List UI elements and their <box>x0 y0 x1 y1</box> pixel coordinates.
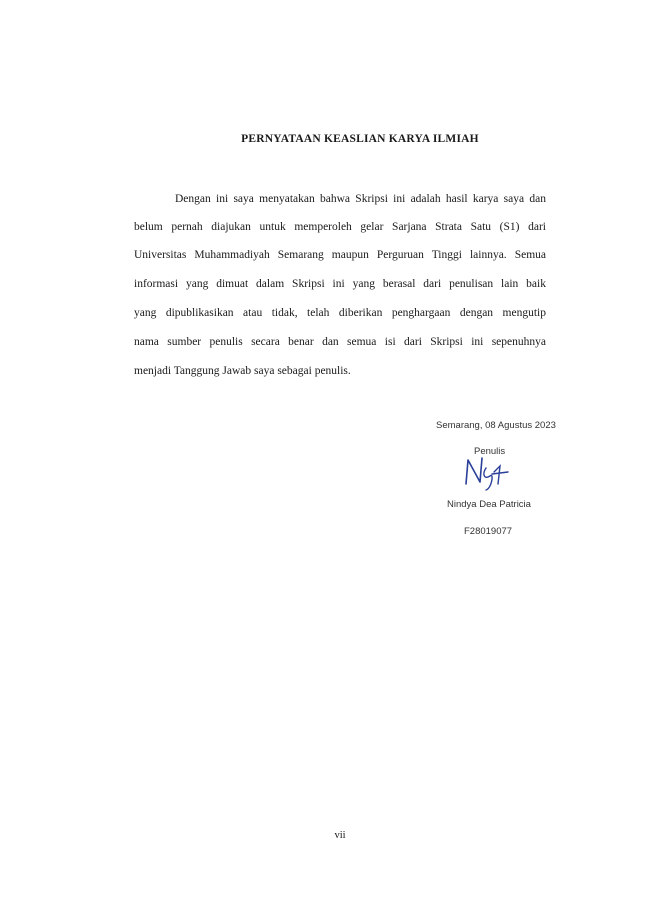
body-line: belum pernah diajukan untuk memperoleh gelar Sarjana Strata Satu (S1) dari <box>134 221 546 233</box>
page-title: PERNYATAAN KEASLIAN KARYA ILMIAH <box>241 133 479 145</box>
body-line: informasi yang dimuat dalam Skripsi ini yang berasal dari penulisan lain baik <box>134 278 546 290</box>
body-line: Dengan ini saya menyatakan bahwa Skripsi ini adalah hasil karya saya dan <box>175 193 546 205</box>
author-name: Nindya Dea Patricia <box>447 499 531 510</box>
page-number: vii <box>334 830 346 841</box>
body-line: menjadi Tanggung Jawab saya sebagai penulis. <box>134 365 351 377</box>
body-line: Universitas Muhammadiyah Semarang maupun Perguruan Tinggi lainnya. Semua <box>134 249 546 261</box>
body-line: yang dipublikasikan atau tidak, telah diberikan penghargaan dengan mengutip <box>134 307 546 319</box>
author-label: Penulis <box>474 446 506 457</box>
signature-mark <box>458 450 518 494</box>
body-line: nama sumber penulis secara benar dan semua isi dari Skripsi ini sepenuhnya <box>134 336 546 348</box>
place-date: Semarang, 08 Agustus 2023 <box>436 420 556 431</box>
student-id: F28019077 <box>464 526 513 537</box>
